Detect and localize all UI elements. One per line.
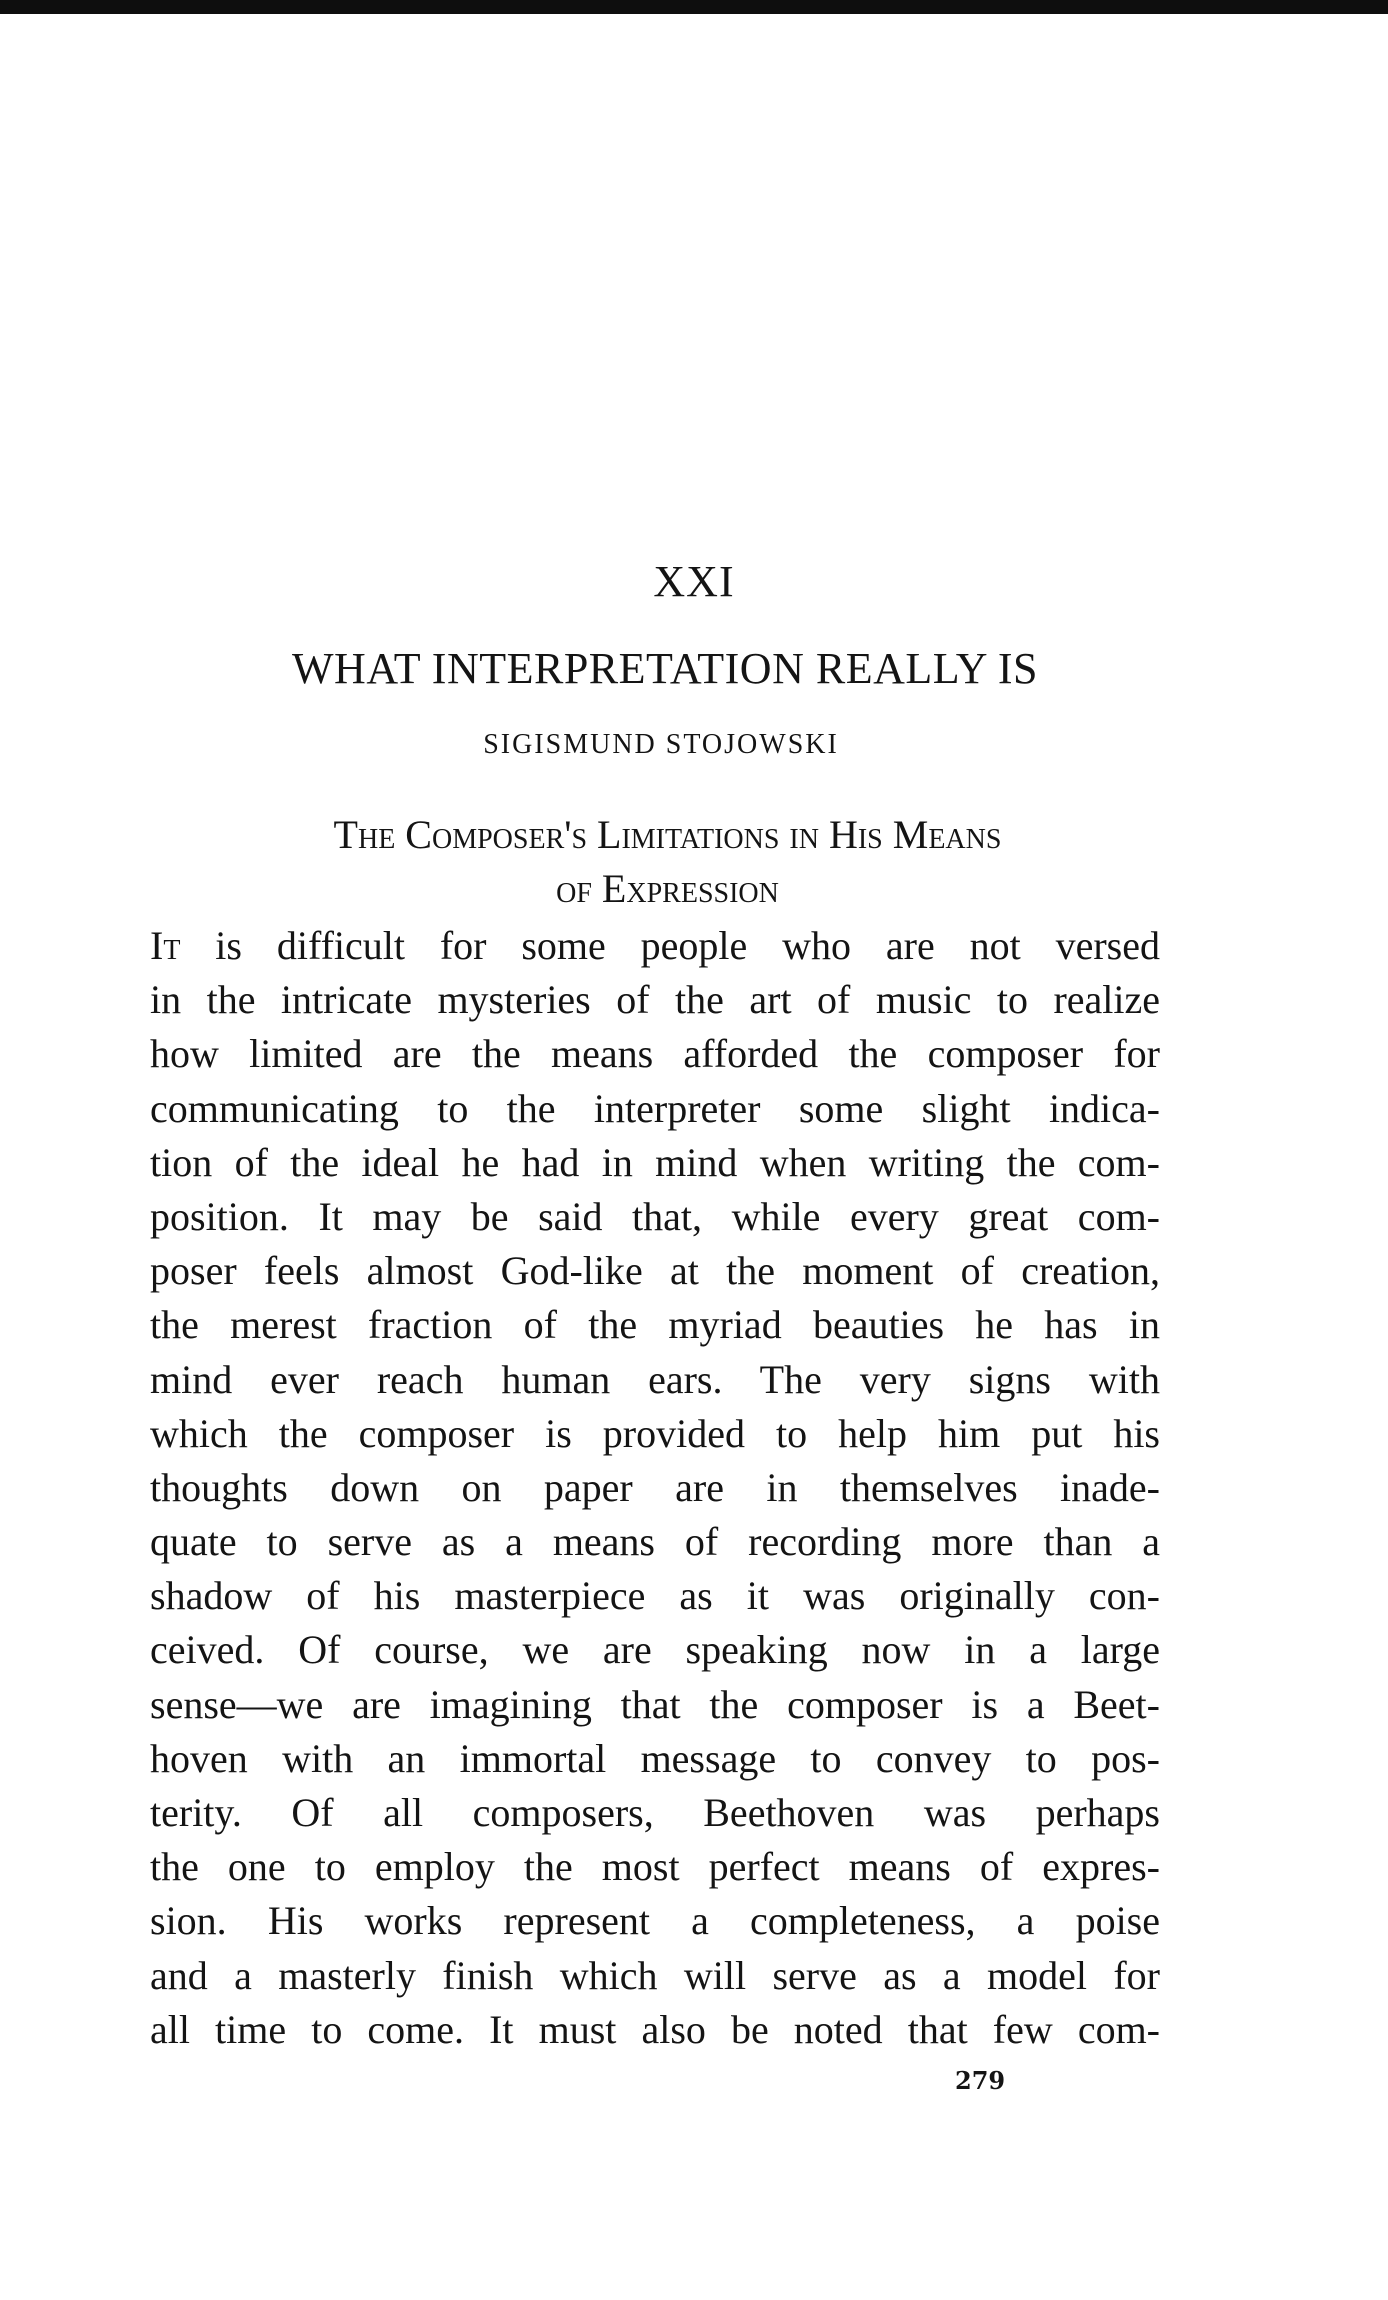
text-line: hoven with an immortal message to convey to pos- (150, 1735, 1160, 1781)
text-line: shadow of his masterpiece as it was originally con- (150, 1573, 1160, 1619)
chapter-number: XXI (653, 557, 735, 606)
chapter-title: WHAT INTERPRETATION REALLY IS (292, 644, 1038, 693)
text-line: terity. Of all composers, Beethoven was perhaps (150, 1790, 1160, 1835)
text-line: It is difficult for some people who are not versed (150, 923, 1160, 968)
text-line: position. It may be said that, while every great com- (150, 1193, 1160, 1239)
section-heading-line: of Expression (556, 866, 779, 911)
text-line: and a masterly finish which will serve as a model for (150, 1952, 1160, 1998)
text-line: quate to serve as a means of recording more than a (150, 1519, 1160, 1565)
text-line: all time to come. It must also be noted that few com- (150, 2006, 1160, 2052)
section-heading (150, 808, 1185, 916)
page-number: 279 (955, 2066, 1006, 2095)
text-line: which the composer is provided to help him put his (150, 1410, 1160, 1456)
text-line: in the intricate mysteries of the art of music to realize (150, 977, 1160, 1023)
scan-top-edge (0, 0, 1388, 14)
text-line: poser feels almost God-like at the moment of creation, (150, 1248, 1160, 1294)
author-name: SIGISMUND STOJOWSKI (483, 729, 839, 760)
text-line: communicating to the interpreter some slight indica- (150, 1085, 1160, 1131)
text-line: tion of the ideal he had in mind when writing the com- (150, 1139, 1160, 1185)
text-line: ceived. Of course, we are speaking now in a large (150, 1627, 1160, 1673)
opening-word: It (150, 923, 181, 968)
text-line: thoughts down on paper are in themselves inade- (150, 1464, 1160, 1510)
text-line: sion. His works represent a completeness, a poise (150, 1898, 1160, 1944)
text-line: mind ever reach human ears. The very signs with (150, 1356, 1160, 1402)
text-line: the merest fraction of the myriad beauties he has in (150, 1302, 1160, 1348)
section-heading-line: The Composer's Limitations in His Means (333, 812, 1002, 857)
body-paragraph (150, 919, 1160, 2057)
text-line: sense—we are imagining that the composer is a Beet- (150, 1681, 1160, 1727)
text-line: the one to employ the most perfect means of expres- (150, 1844, 1160, 1890)
text-line: how limited are the means afforded the composer for (150, 1031, 1160, 1077)
